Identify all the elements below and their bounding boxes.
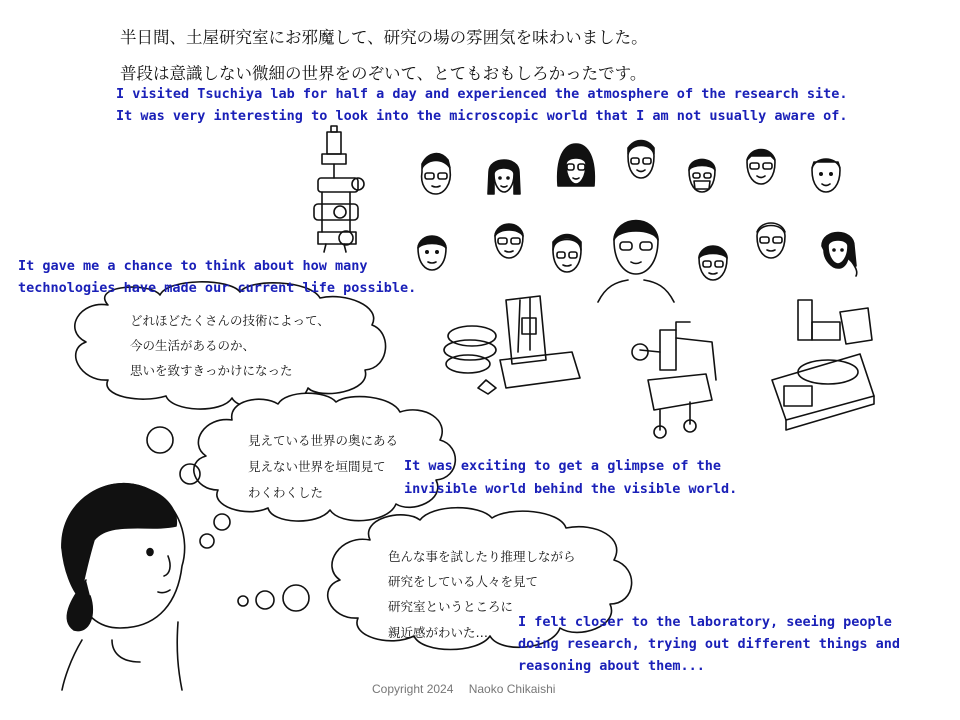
lab-member-face-7 xyxy=(812,159,840,192)
thought3-jp-line-3: 研究室というところに xyxy=(388,599,514,614)
lab-member-face-10 xyxy=(553,235,581,273)
thought1-en-line-1: It gave me a chance to think about how many xyxy=(18,258,368,274)
thought2-en-line-1: It was exciting to get a glimpse of the xyxy=(404,458,721,474)
thought-dot xyxy=(147,427,173,453)
thought-dot xyxy=(283,585,309,611)
thought3-jp-line-1: 色んな事を試したり推理しながら xyxy=(388,549,576,564)
thought2-en-line-2: invisible world behind the visible world. xyxy=(404,481,738,497)
thought3-en-line-2: doing research, trying out different things and xyxy=(518,636,901,652)
lab-member-face-4 xyxy=(628,141,654,179)
lab-member-face-6 xyxy=(747,150,775,185)
thought3-jp-line-2: 研究をしている人々を見て xyxy=(388,574,539,589)
thought1-en-line-2: technologies have made our current life possible. xyxy=(18,280,417,296)
lab-member-face-14 xyxy=(822,233,857,277)
lab-member-face-9 xyxy=(495,224,523,258)
lab-equipment-drawing-2 xyxy=(632,322,716,438)
header-jp-line-1: 半日間、土屋研究室にお邪魔して、研究の場の雰囲気を味わいました。 xyxy=(120,28,648,47)
lab-member-face-13 xyxy=(757,223,785,258)
lab-member-face-1 xyxy=(422,154,451,194)
thought2-jp-line-1: 見えている世界の奥にある xyxy=(248,433,399,448)
narrator-portrait xyxy=(62,484,185,690)
lab-member-face-3 xyxy=(558,144,595,186)
header-en-line-2: It was very interesting to look into the microscopic world that I am not usually aware of. xyxy=(116,108,848,124)
microscope-drawing xyxy=(314,126,364,252)
lab-member-face-11 xyxy=(598,221,674,303)
lab-equipment-drawing-1 xyxy=(444,296,580,394)
thought-dot xyxy=(238,596,248,606)
thought3-en-line-3: reasoning about them... xyxy=(518,658,705,674)
header-jp-line-2: 普段は意識しない微細の世界をのぞいて、とてもおもしろかったです。 xyxy=(120,64,647,83)
lab-member-face-5 xyxy=(689,160,715,193)
lab-equipment-drawing-3 xyxy=(772,300,874,430)
header-en-line-1: I visited Tsuchiya lab for half a day and experienced the atmosphere of the research site. xyxy=(116,86,848,102)
copyright-notice: Copyright 2024 Naoko Chikaishi xyxy=(372,682,556,696)
thought3-en-line-1: I felt closer to the laboratory, seeing people xyxy=(518,614,892,630)
lab-member-face-8 xyxy=(418,236,446,270)
thought1-jp-line-2: 今の生活があるのか、 xyxy=(130,338,256,353)
thought-dot xyxy=(256,591,274,609)
thought-dot xyxy=(200,534,214,548)
thought1-jp-line-3: 思いを致すきっかけになった xyxy=(130,363,293,378)
thought1-jp-line-1: どれほどたくさんの技術によって、 xyxy=(130,313,330,328)
lab-member-face-12 xyxy=(699,246,727,280)
thought-dot xyxy=(214,514,230,530)
lab-member-face-2 xyxy=(488,160,520,194)
thought3-jp-line-4: 親近感がわいた… xyxy=(388,625,489,640)
thought2-jp-line-3: わくわくした xyxy=(248,485,324,500)
thought2-jp-line-2: 見えない世界を垣間見て xyxy=(248,459,386,474)
